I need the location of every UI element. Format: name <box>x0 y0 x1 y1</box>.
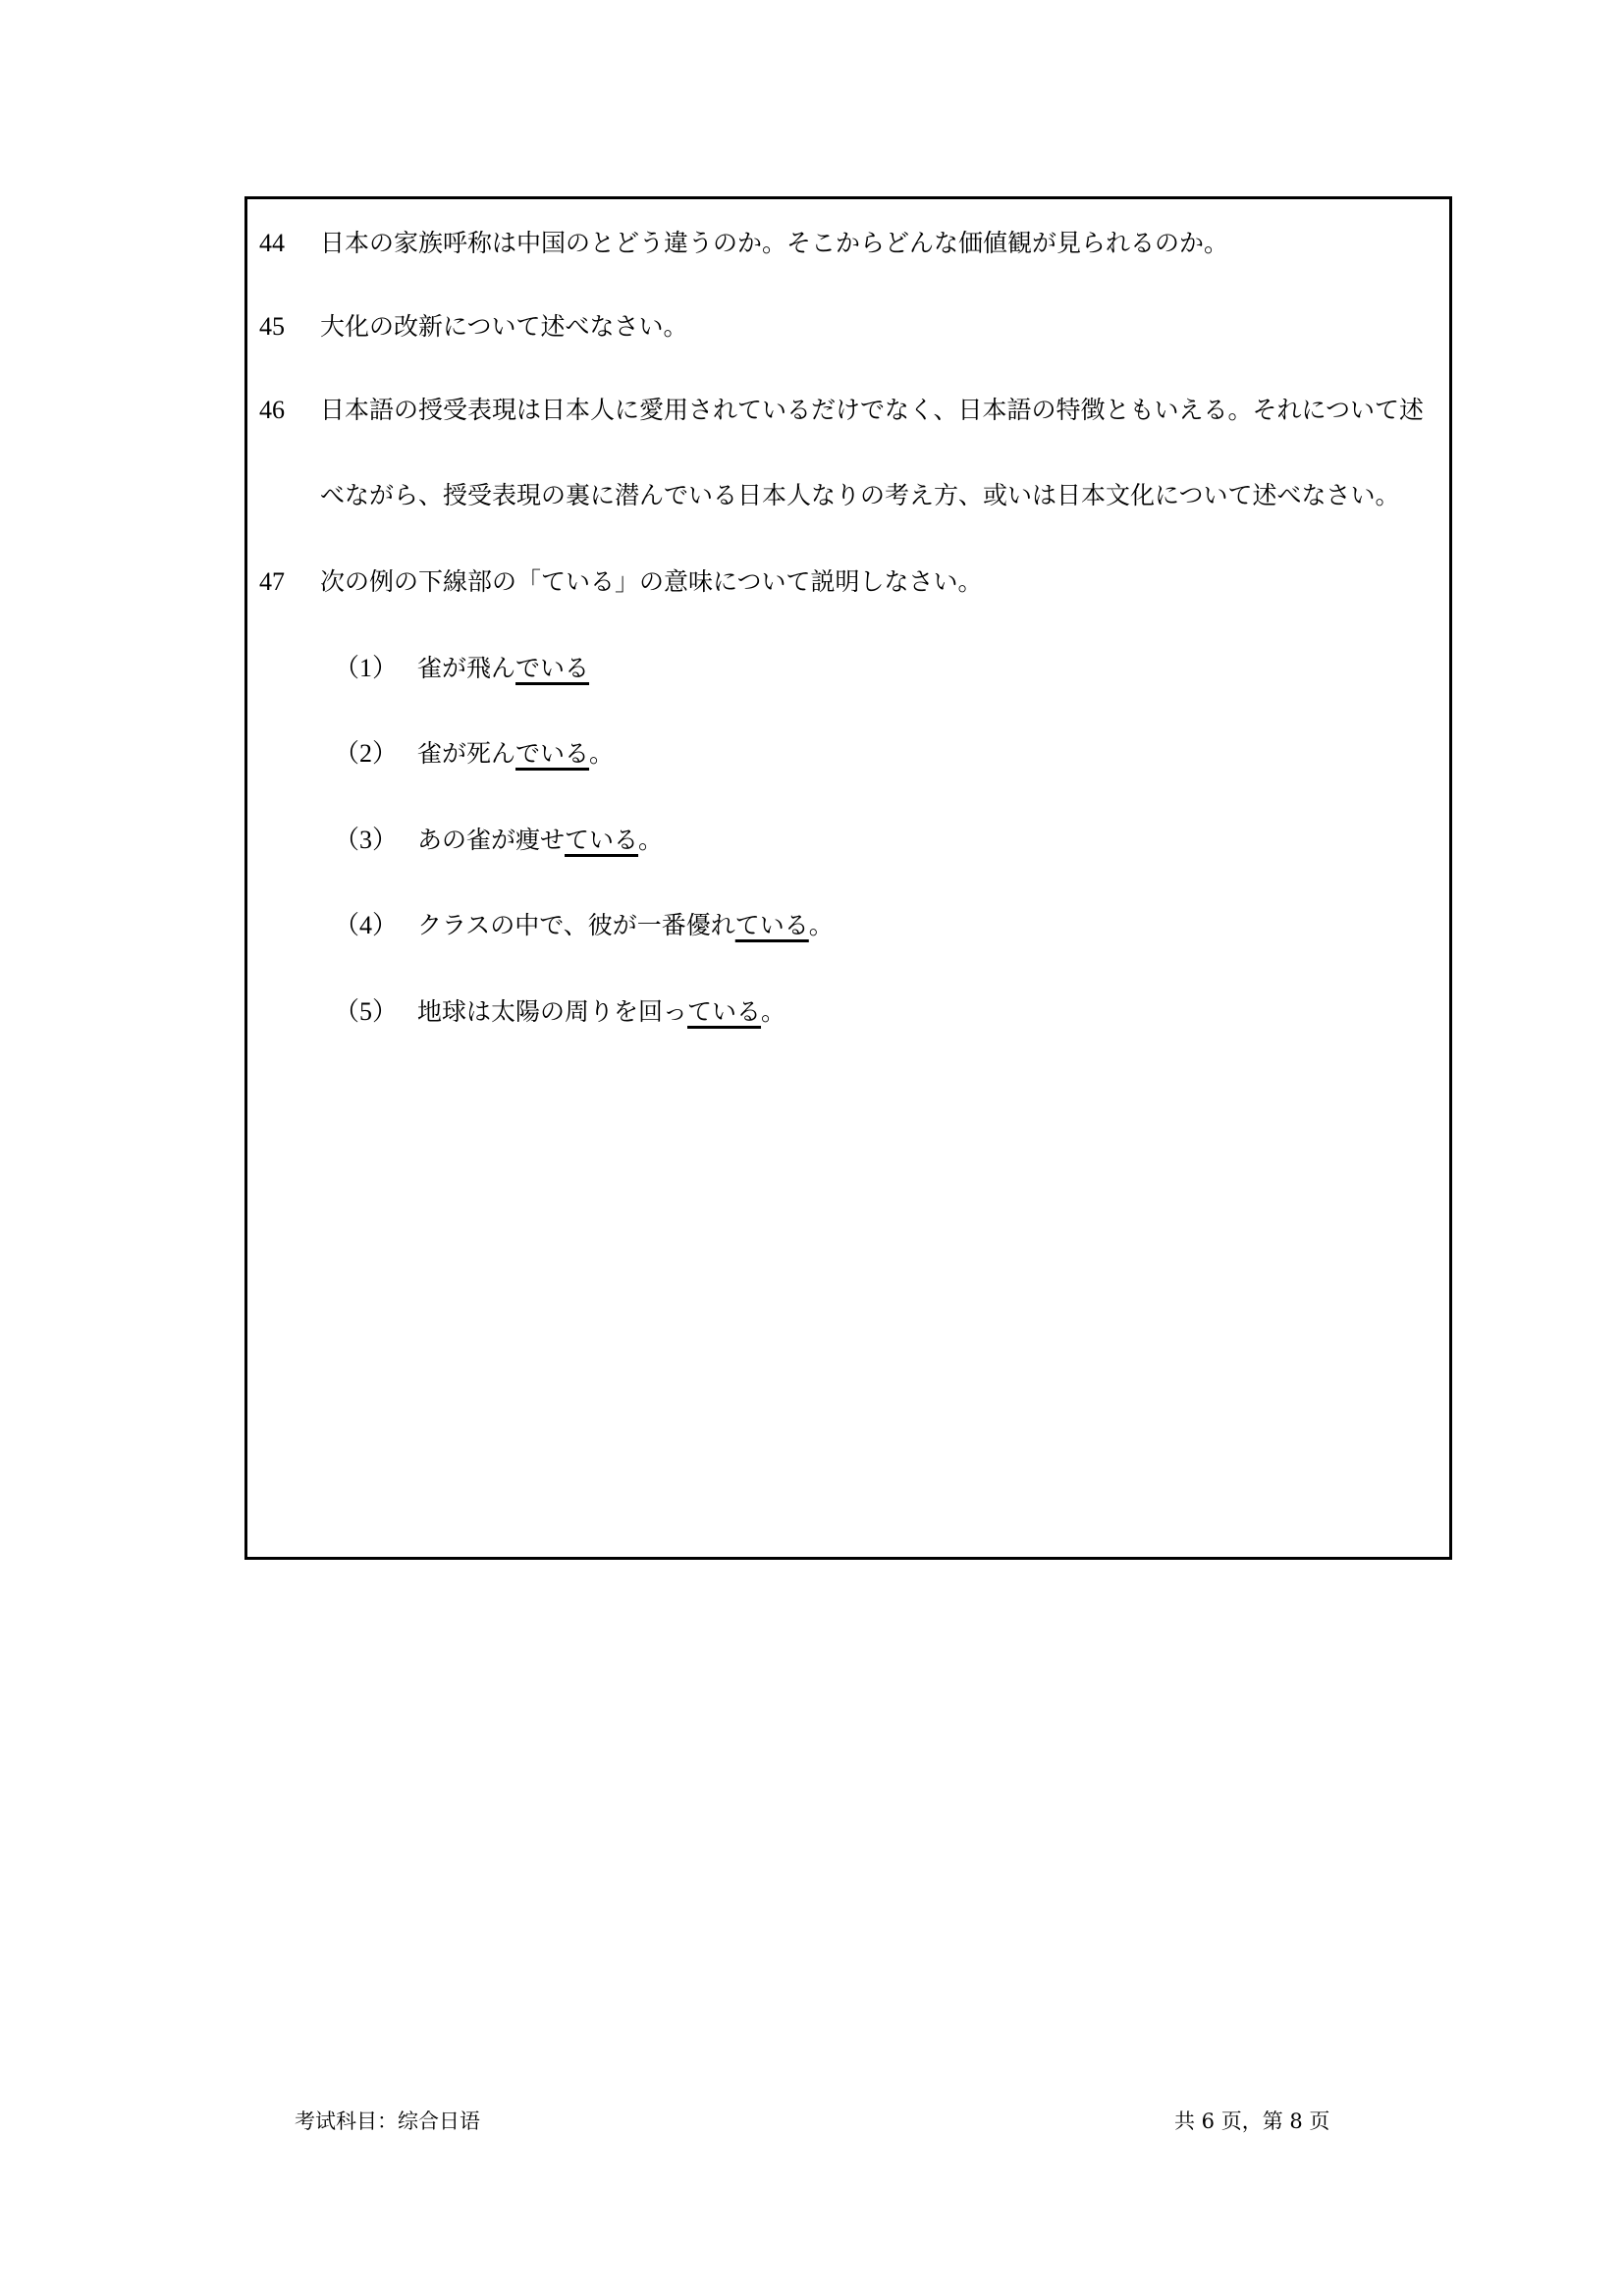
example-number: （4） <box>334 911 399 939</box>
example-text <box>417 741 614 766</box>
footer-page-info: 共 6 页，第 8 页 <box>1174 2109 1330 2133</box>
example-text-before: 雀が死ん <box>417 739 516 768</box>
footer-subject: 考试科目：综合日语 <box>295 2109 480 2133</box>
example-text <box>417 656 589 680</box>
example-number: （3） <box>334 826 399 854</box>
underlined-part: ている <box>734 911 809 939</box>
question-number: 47 <box>259 567 285 596</box>
example-number: （2） <box>334 739 399 768</box>
question-number: 46 <box>259 396 285 424</box>
question-number: 44 <box>259 229 285 257</box>
question-text: 日本語の授受表現は日本人に愛用されているだけでなく、日本語の特徴ともいえる。それについて述 <box>320 396 1425 424</box>
underlined-part: ている <box>565 826 639 854</box>
example-text <box>417 913 834 937</box>
underlined-part: でいる <box>515 654 590 682</box>
example-text-before: クラスの中で、彼が一番優れ <box>417 911 735 939</box>
example-text-after: 。 <box>808 911 834 939</box>
example-text-after: 。 <box>589 739 615 768</box>
example-text-before: あの雀が痩せ <box>417 826 566 854</box>
question-text: 次の例の下線部の「ている」の意味について説明しなさい。 <box>320 567 983 596</box>
example-number: （5） <box>334 997 399 1026</box>
example-text-after: 。 <box>638 826 664 854</box>
example-number: （1） <box>334 654 399 682</box>
example-text-before: 雀が飛ん <box>417 654 516 682</box>
underlined-part: ている <box>687 997 762 1026</box>
example-text <box>417 999 785 1024</box>
question-text: 日本の家族呼称は中国のとどう違うのか。そこからどんな価値観が見られるのか。 <box>320 229 1229 257</box>
example-text-before: 地球は太陽の周りを回っ <box>417 997 688 1026</box>
example-text <box>417 828 663 852</box>
question-text: べながら、授受表現の裏に潜んでいる日本人なりの考え方、或いは日本文化について述べなさい。 <box>320 481 1400 509</box>
question-text: 大化の改新について述べなさい。 <box>320 312 688 341</box>
question-number: 45 <box>259 312 285 341</box>
example-text-after: 。 <box>761 997 786 1026</box>
underlined-part: でいる <box>515 739 590 768</box>
